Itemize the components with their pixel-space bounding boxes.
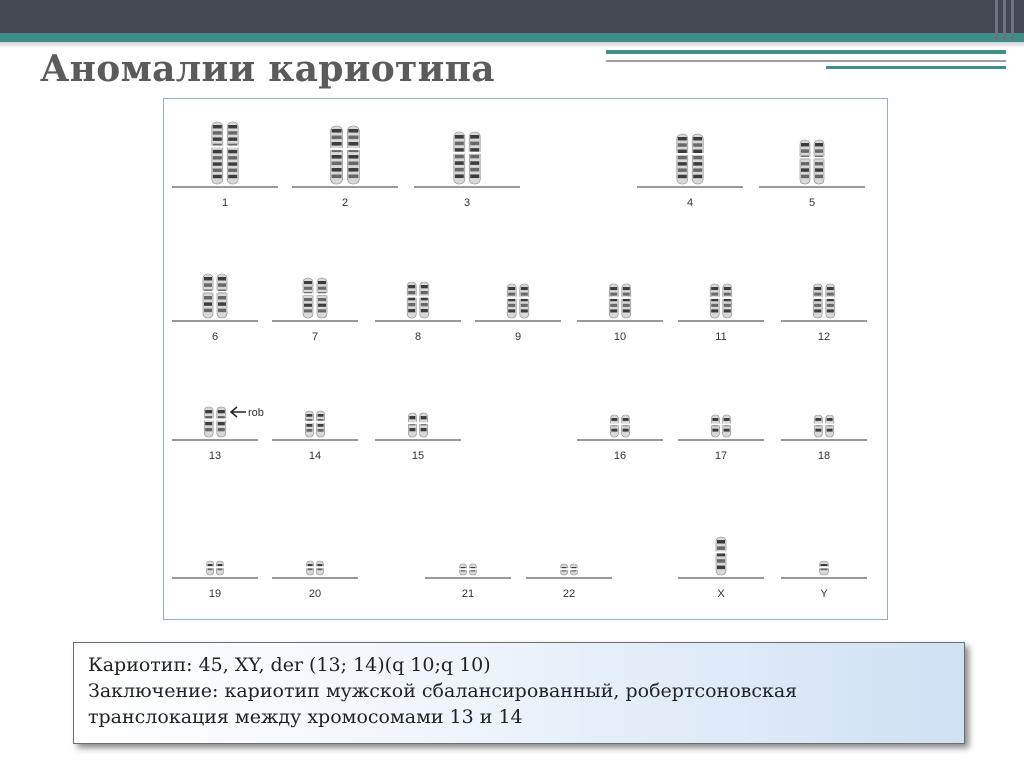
chromosome-label-20: 20 <box>308 588 322 600</box>
decor-line-1 <box>606 50 1006 54</box>
decor-vline-1 <box>995 0 998 40</box>
decor-vline-2 <box>1003 0 1006 40</box>
chromosome-pair-14 <box>272 411 358 462</box>
chromosome-pair-21 <box>425 564 511 600</box>
chromosome-pair-3 <box>414 132 520 209</box>
rob-annotation <box>231 407 264 419</box>
chromosome-label-y: Y <box>820 588 828 600</box>
chromosome-pair-16 <box>577 415 663 462</box>
chromosome-label-12: 12 <box>817 331 831 343</box>
chromosome-label-6: 6 <box>211 331 219 343</box>
chromosome-label-14: 14 <box>308 450 322 462</box>
chromosome-pair-17 <box>678 415 764 462</box>
chromosome-pair-x <box>678 537 764 600</box>
chromosome-label-1: 1 <box>221 197 229 209</box>
karyogram-figure <box>163 98 888 620</box>
chromosome-label-13: 13 <box>208 450 222 462</box>
chromosome-label-10: 10 <box>613 331 627 343</box>
chromosome-pair-13 <box>172 407 258 462</box>
chromosome-pair-y <box>781 561 867 600</box>
chromosome-label-4: 4 <box>686 197 694 209</box>
chromosome-pair-12 <box>781 284 867 343</box>
rob-label: rob <box>248 407 264 419</box>
conclusion-line-continued: транслокация между хромосомами 13 и 14 <box>88 706 523 728</box>
slide-title: Аномалии кариотипа <box>40 48 495 90</box>
chromosome-label-17: 17 <box>714 450 728 462</box>
chromosome-label-3: 3 <box>463 197 471 209</box>
chromosome-label-21: 21 <box>461 588 475 600</box>
karyogram-image <box>164 99 887 619</box>
chromosome-label-19: 19 <box>208 588 222 600</box>
chromosome-label-x: X <box>717 588 725 600</box>
conclusion-line: Заключение: кариотип мужской сбалансированный, робертсоновская <box>88 680 798 702</box>
chromosome-pair-1 <box>172 122 278 209</box>
chromosome-pair-20 <box>272 561 358 600</box>
chromosome-label-8: 8 <box>414 331 422 343</box>
chromosome-label-22: 22 <box>562 588 576 600</box>
top-bar <box>0 0 1024 33</box>
chromosome-pair-9 <box>475 284 561 343</box>
chromosome-pair-22 <box>526 564 612 600</box>
chromosome-label-16: 16 <box>613 450 627 462</box>
chromosome-pair-8 <box>375 282 461 343</box>
chromosome-label-15: 15 <box>411 450 425 462</box>
chromosome-pair-4 <box>637 134 743 209</box>
chromosome-label-11: 11 <box>715 331 727 343</box>
chromosome-pair-2 <box>292 126 398 209</box>
karyotype-formula: Кариотип: 45, XY, der (13; 14)(q 10;q 10) <box>88 654 491 676</box>
decor-vline-3 <box>1011 0 1014 40</box>
decor-line-2 <box>606 60 1006 62</box>
chromosome-pair-6 <box>172 274 258 343</box>
chromosome-pair-18 <box>781 415 867 462</box>
karyotype-info-box <box>73 642 965 744</box>
chromosome-pair-19 <box>172 561 258 600</box>
chromosome-pair-7 <box>272 278 358 343</box>
chromosome-label-5: 5 <box>808 197 816 209</box>
chromosome-label-18: 18 <box>817 450 831 462</box>
chromosome-label-2: 2 <box>341 197 349 209</box>
chromosome-pair-11 <box>678 284 764 343</box>
chromosome-label-9: 9 <box>514 331 522 343</box>
chromosome-pair-5 <box>759 140 865 209</box>
decor-line-3 <box>826 66 1006 69</box>
top-accent-bar <box>0 33 1024 42</box>
chromosome-pair-10 <box>577 284 663 343</box>
chromosome-label-7: 7 <box>311 331 319 343</box>
chromosome-pair-15 <box>375 413 461 462</box>
